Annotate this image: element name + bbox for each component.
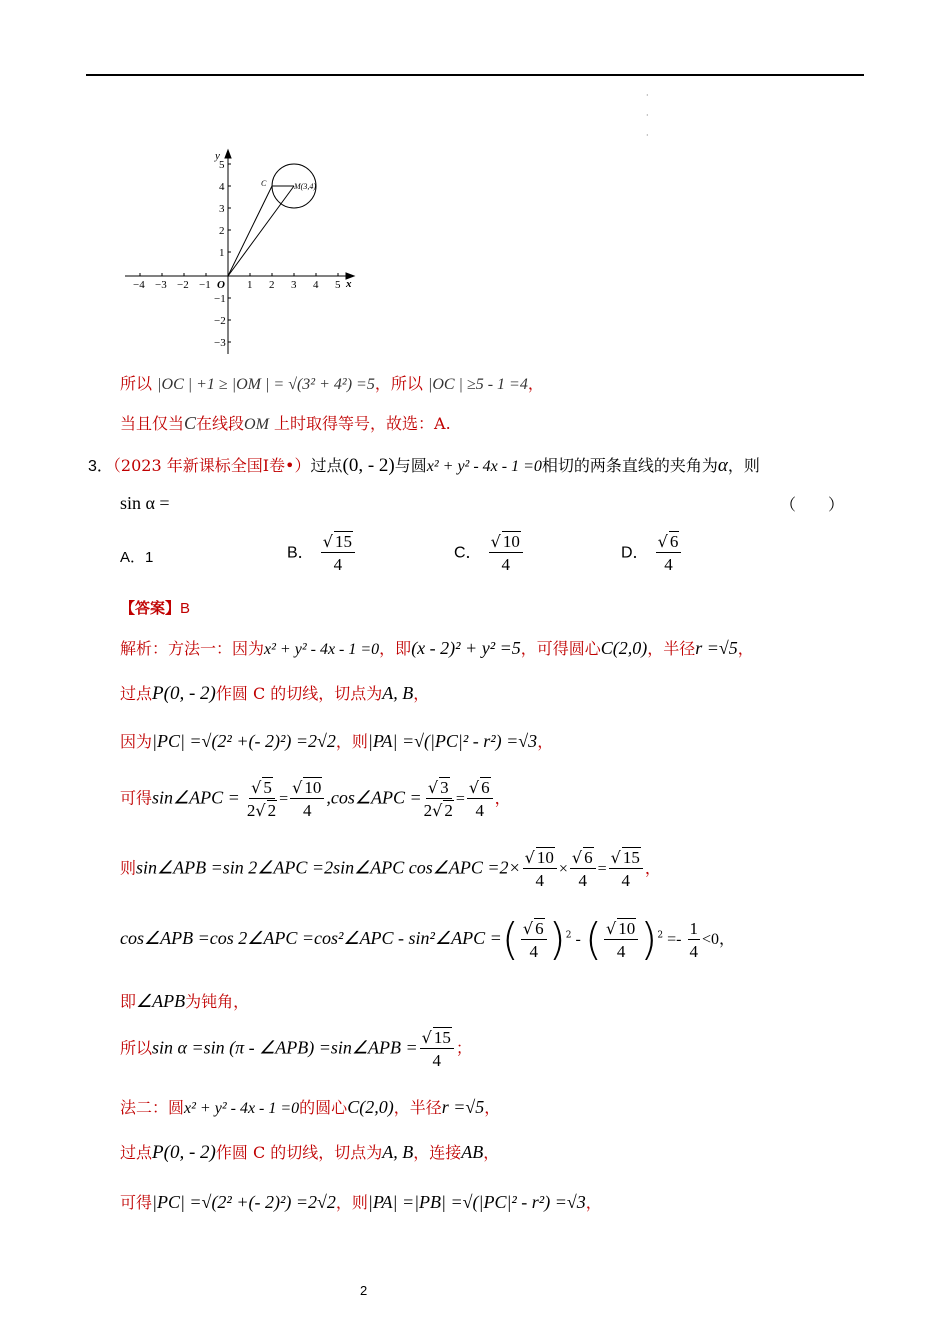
x-tick-label: −2	[177, 279, 189, 291]
solution-line-3: 因为|PC| =√(2² +(- 2)²) =2√2，则|PA| =√(|PC|² - r²) =√3，	[120, 731, 554, 751]
prev-line-1: 所以 |OC | +1 ≥ |OM | = √(3² + 4²) =5，所以 |OC | ≥5 - 1 =4，	[120, 374, 544, 393]
solution-line-6: cos∠APB =cos 2∠APC =cos²∠APC - sin²∠APC =( $\frac{√ 6}{4}$ )$^2$ - ( $\frac{√ 10}{4}$ )$^2$ =- $\frac{1}{4}$ <0，	[120, 914, 736, 965]
margin-dots: · · ·	[646, 91, 649, 140]
y-tick-label: −2	[214, 315, 226, 327]
question-3: 3．（2023 年新课标全国Ⅰ卷•）过点(0, - 2)与圆x² + y² - 4x - 1 =0相切的两条直线的夹角为α，则	[88, 455, 760, 476]
option-c: C． $\frac{√ 10}{4}$	[454, 532, 525, 574]
solution-line-11: 可得|PC| =√(2² +(- 2)²) =2√2，则|PA| =|PB| =√(|PC|² - r²) =√3，	[120, 1192, 602, 1212]
x-tick-label: −3	[155, 279, 167, 291]
solution-line-2: 过点P(0, - 2)作圆 C 的切线，切点为A, B，	[120, 683, 430, 704]
x-tick-label: −1	[199, 279, 211, 291]
y-tick-label: −1	[214, 293, 226, 305]
y-tick-label: 4	[219, 181, 225, 193]
x-tick-label: 4	[313, 279, 319, 291]
segment-om	[228, 186, 294, 276]
solution-line-4: 可得sin∠APC = $\frac{√ 5}{2√ 2}$ = $\frac{√ 10}{4}$ ,cos∠APC = $\frac{√ 3}{2√ 2}$ = $\frac{√ 6}{4}$ ，	[120, 778, 511, 820]
x-tick-label: 3	[291, 279, 297, 291]
answer-blank: （ ）	[780, 495, 845, 514]
question-ask: sin α =	[120, 493, 170, 513]
y-tick-label: 5	[219, 159, 225, 171]
x-axis-label: x	[346, 278, 352, 290]
y-tick-label: 2	[219, 225, 225, 237]
solution-line-10: 过点P(0, - 2)作圆 C 的切线，切点为A, B，连接AB，	[120, 1142, 500, 1163]
solution-line-9: 法二：圆x² + y² - 4x - 1 =0的圆心C(2,0)，半径r =√5，	[120, 1097, 501, 1117]
segment-oc	[228, 186, 272, 276]
header-rule	[86, 74, 864, 76]
prev-line-2: 当且仅当C在线段OM 上时取得等号，故选：A.	[120, 413, 451, 433]
solution-line-5: 则sin∠APB =sin 2∠APC =2sin∠APC cos∠APC =2× $\frac{√ 10}{4}$ × $\frac{√ 6}{4}$ = $\frac{√ 15}{4}$ ，	[120, 848, 661, 890]
solution-line-8: 所以sin α =sin (π - ∠APB) =sin∠APB = $\frac{√ 15}{4}$ ；	[120, 1028, 472, 1070]
x-tick-label: 1	[247, 279, 253, 291]
y-tick-label: −3	[214, 337, 226, 349]
origin-label: O	[217, 279, 225, 291]
answer: 【答案】B	[120, 599, 191, 617]
page-number: 2	[360, 1283, 368, 1298]
y-axis-label: y	[215, 150, 220, 162]
y-tick-label: 3	[219, 203, 225, 215]
x-tick-label: −4	[133, 279, 145, 291]
option-a: A．1	[120, 549, 154, 566]
solution-line-7: 即∠APB为钝角，	[120, 991, 250, 1011]
x-tick-label: 5	[335, 279, 341, 291]
x-tick-label: 2	[269, 279, 275, 291]
coordinate-figure	[120, 146, 360, 361]
option-d: D． $\frac{√ 6}{4}$	[621, 532, 683, 574]
y-tick-label: 1	[219, 247, 225, 259]
solution-line-1: 解析：方法一：因为x² + y² - 4x - 1 =0，即(x - 2)² + y² =5，可得圆心C(2,0)，半径r =√5，	[120, 638, 754, 658]
point-m-label: M(3,4)	[294, 182, 316, 191]
option-b: B． $\frac{√ 15}{4}$	[287, 532, 357, 574]
point-c-label: C	[261, 179, 267, 188]
question-source: （2023 年新课标全国Ⅰ卷•）	[112, 456, 311, 475]
y-axis-arrow	[225, 150, 231, 158]
